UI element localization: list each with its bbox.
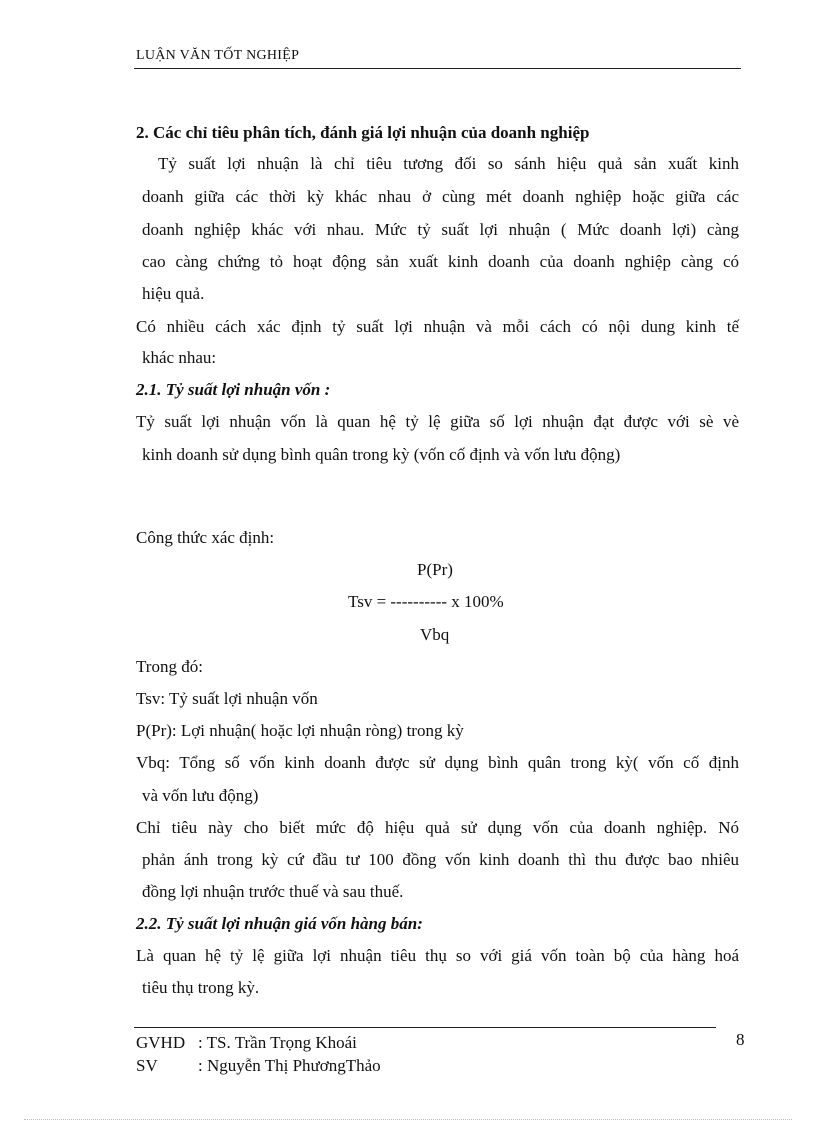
meaning-line-2: phản ánh trong kỳ cứ đầu tư 100 đồng vốn kinh doanh thì thu được bao nhiêu bbox=[142, 850, 739, 869]
ppr-definition: P(Pr): Lợi nhuận( hoặc lợi nhuận ròng) trong kỳ bbox=[136, 721, 464, 740]
intro-line-3: doanh nghiệp khác với nhau. Mức tỷ suất lợi nhuận ( Mức doanh lợi) càng bbox=[142, 220, 739, 239]
formula-numerator: P(Pr) bbox=[417, 560, 453, 579]
formula-main: Tsv = ---------- x 100% bbox=[348, 592, 504, 611]
running-header: LUẬN VĂN TỐT NGHIỆP bbox=[136, 48, 300, 63]
footer-advisor bbox=[136, 1032, 357, 1054]
subsection-2-heading: 2.2. Tỷ suất lợi nhuận giá vốn hàng bán: bbox=[136, 914, 423, 933]
advisor-name: : TS. Trần Trọng Khoái bbox=[198, 1033, 357, 1052]
page-number: 8 bbox=[736, 1030, 745, 1049]
header-rule bbox=[134, 68, 741, 69]
tsv-definition: Tsv: Tỷ suất lợi nhuận vốn bbox=[136, 689, 318, 708]
meaning-line-3: đồng lợi nhuận trước thuế và sau thuế. bbox=[142, 882, 404, 901]
sub1-def-line-1: Tỷ suất lợi nhuận vốn là quan hệ tỷ lệ giữa số lợi nhuận đạt được với sè vè bbox=[136, 412, 739, 431]
ways-line-2: khác nhau: bbox=[142, 348, 217, 367]
page-edge-dots bbox=[24, 1119, 792, 1120]
vbq-definition-line-1: Vbq: Tổng số vốn kinh doanh được sử dụng bình quân trong kỳ( vốn cố định bbox=[136, 753, 739, 772]
intro-line-4: cao càng chứng tỏ hoạt động sản xuất kinh doanh của doanh nghiệp càng có bbox=[142, 252, 739, 271]
section-heading: 2. Các chỉ tiêu phân tích, đánh giá lợi nhuận của doanh nghiệp bbox=[136, 123, 590, 142]
student-label: SV bbox=[136, 1056, 158, 1075]
sub1-def-line-2: kinh doanh sử dụng bình quân trong kỳ (vốn cố định và vốn lưu động) bbox=[142, 445, 621, 464]
intro-line-2: doanh giữa các thời kỳ khác nhau ở cùng mét doanh nghiệp hoặc giữa các bbox=[142, 187, 739, 206]
where-label: Trong đó: bbox=[136, 657, 203, 676]
formula-intro: Công thức xác định: bbox=[136, 528, 275, 547]
sub2-def-line-1: Là quan hệ tỷ lệ giữa lợi nhuận tiêu thụ so với giá vốn toàn bộ của hàng hoá bbox=[136, 946, 739, 965]
intro-line-5: hiệu quả. bbox=[142, 284, 205, 303]
formula-denominator: Vbq bbox=[420, 625, 450, 644]
intro-line-1: Tỷ suất lợi nhuận là chỉ tiêu tương đối so sánh hiệu quả sản xuất kinh bbox=[158, 154, 739, 173]
student-name: : Nguyễn Thị PhươngThảo bbox=[198, 1056, 381, 1075]
footer-student bbox=[136, 1055, 381, 1077]
advisor-label: GVHD bbox=[136, 1033, 186, 1052]
meaning-line-1: Chỉ tiêu này cho biết mức độ hiệu quả sử dụng vốn của doanh nghiệp. Nó bbox=[136, 818, 739, 837]
ways-line-1: Có nhiều cách xác định tỷ suất lợi nhuận và mỗi cách có nội dung kinh tế bbox=[136, 317, 739, 336]
vbq-definition-line-2: và vốn lưu động) bbox=[142, 786, 259, 805]
sub2-def-line-2: tiêu thụ trong kỳ. bbox=[142, 978, 260, 997]
subsection-1-heading: 2.1. Tỷ suất lợi nhuận vốn : bbox=[136, 380, 331, 399]
footer-rule bbox=[134, 1027, 716, 1028]
